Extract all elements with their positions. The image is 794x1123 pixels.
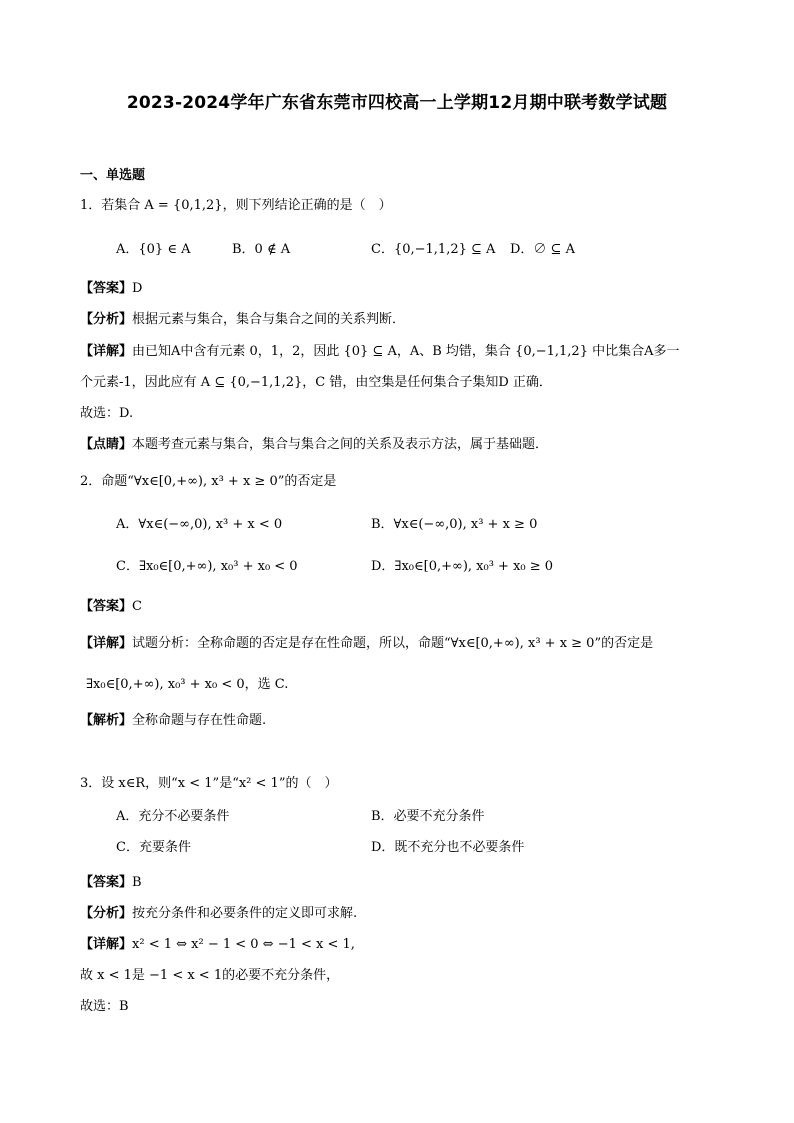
- comment-tag: 【点睛】: [80, 437, 133, 452]
- q3-detail-line-2: 故 x < 1是 −1 < x < 1的必要不充分条件，: [80, 968, 340, 983]
- q2-option-d: D．∃x₀∈[0,+∞), x₀³ + x₀ ≥ 0: [371, 559, 554, 574]
- q2-detail-line-1: [80, 632, 653, 651]
- q2-option-c: C．∃x₀∈[0,+∞), x₀³ + x₀ < 0: [116, 559, 298, 574]
- q1-option-c: C．{0,−1,1,2} ⊆ A: [371, 242, 496, 257]
- detail-tag: 【详解】: [80, 937, 133, 952]
- q2-option-a: A．∀x∈(−∞,0), x³ + x < 0: [116, 517, 283, 532]
- q3-option-d: D．既不充分也不必要条件: [371, 840, 525, 855]
- q1-detail-line-2: 个元素-1，因此应有 A ⊆ {0,−1,1,2}，C 错，由空集是任何集合子集知D 正确．: [80, 375, 552, 390]
- analysis-text: 按充分条件和必要条件的定义即可求解.: [132, 906, 358, 921]
- answer-value: B: [132, 875, 142, 890]
- answer-tag: 【答案】: [80, 281, 133, 296]
- answer-tag: 【答案】: [80, 875, 133, 890]
- q2-detail-line-2: ∃x₀∈[0,+∞), x₀³ + x₀ < 0，选 C.: [86, 677, 289, 692]
- q1-detail-line-3: 故选：D.: [80, 406, 134, 421]
- q1-comment: [80, 433, 548, 452]
- explain-tag: 【解析】: [80, 713, 133, 728]
- q3-analysis: [80, 902, 357, 921]
- document-title: 2023-2024学年广东省东莞市四校高一上学期12月期中联考数学试题: [126, 93, 668, 113]
- detail-tag: 【详解】: [80, 344, 133, 359]
- answer-tag: 【答案】: [80, 599, 133, 614]
- analysis-text: 根据元素与集合，集合与集合之间的关系判断．: [132, 312, 406, 327]
- section-heading: 一、单选题: [80, 168, 146, 183]
- q1-detail-line-1: [80, 340, 679, 359]
- comment-text: 本题考查元素与集合，集合与集合之间的关系及表示方法，属于基础题．: [132, 437, 549, 452]
- q3-answer: [80, 871, 142, 890]
- analysis-tag: 【分析】: [80, 312, 133, 327]
- answer-value: D: [132, 281, 143, 296]
- answer-value: C: [132, 599, 142, 614]
- analysis-tag: 【分析】: [80, 906, 133, 921]
- q3-option-c: C．充要条件: [116, 840, 191, 855]
- q1-option-a: A．{0} ∈ A: [116, 242, 191, 257]
- detail-tag: 【详解】: [80, 636, 133, 651]
- q3-option-b: B．必要不充分条件: [371, 809, 485, 824]
- q2-explain: [80, 709, 266, 728]
- q3-stem: 3．设 x∈R，则“x < 1”是“x² < 1”的（ ）: [80, 776, 338, 791]
- q2-answer: [80, 595, 142, 614]
- q1-answer: [80, 277, 142, 296]
- q2-stem: 2．命题“∀x∈[0,+∞), x³ + x ≥ 0”的否定是: [80, 474, 337, 489]
- q3-option-a: A．充分不必要条件: [116, 809, 230, 824]
- explain-text: 全称命题与存在性命题.: [132, 713, 267, 728]
- detail-text: 试题分析：全称命题的否定是存在性命题，所以，命题“∀x∈[0,+∞), x³ + x ≥ 0”的否定是: [132, 636, 654, 651]
- detail-text: 由已知A中含有元素 0，1，2，因此 {0} ⊆ A，A、B 均错，集合 {0,−1,1,2} 中比集合A多一: [132, 344, 680, 359]
- q1-stem: 1．若集合 A = {0,1,2}，则下列结论正确的是（ ）: [80, 198, 392, 213]
- q1-analysis: [80, 308, 405, 327]
- q1-option-d: D．∅ ⊆ A: [510, 242, 575, 257]
- q3-detail-line-3: 故选：B: [80, 999, 129, 1014]
- q1-option-b: B．0 ∉ A: [232, 242, 291, 257]
- detail-text: x² < 1 ⇔ x² − 1 < 0 ⇔ −1 < x < 1,: [132, 937, 355, 952]
- q3-detail-line-1: [80, 933, 355, 952]
- q2-option-b: B．∀x∈(−∞,0), x³ + x ≥ 0: [371, 517, 538, 532]
